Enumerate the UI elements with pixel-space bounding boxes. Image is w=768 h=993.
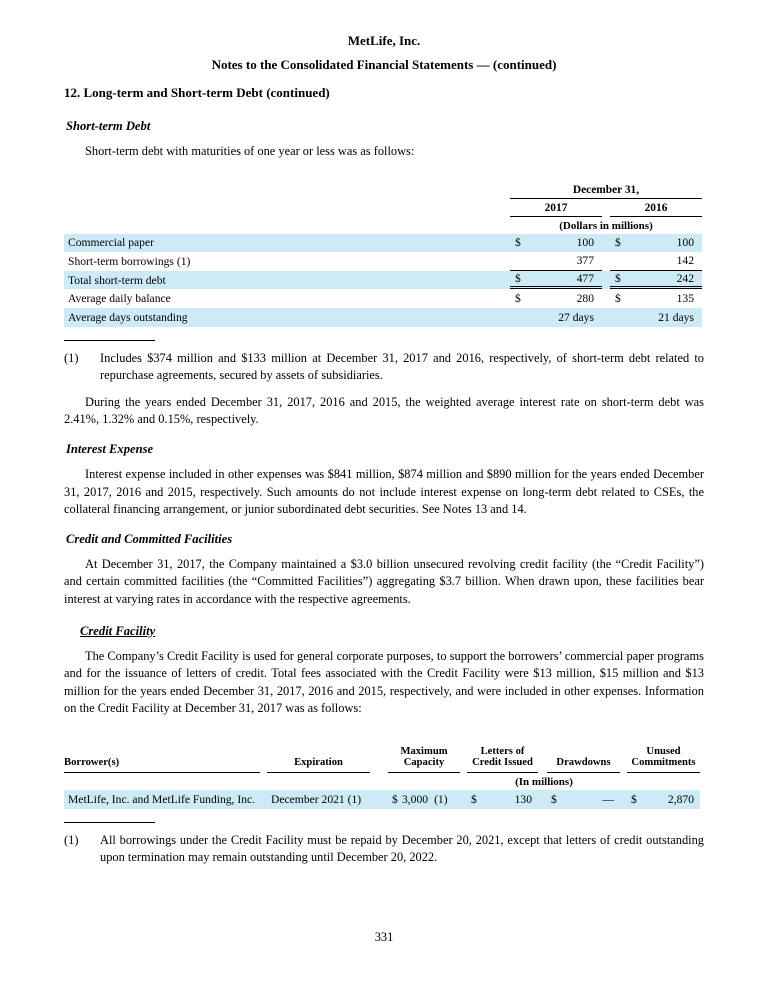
footnote-divider [64,340,155,341]
short-term-debt-table [64,184,702,327]
row-label: Average daily balance [68,292,171,306]
col-header-borrowers: Borrower(s) [64,757,260,773]
cell-value: 377 [576,254,594,268]
section-heading: 12. Long-term and Short-term Debt (continued) [64,85,330,100]
letters-of-credit-value: 130 [514,792,532,806]
table-row-average-days-outstanding [64,308,702,327]
short-term-debt-heading: Short-term Debt [66,119,151,133]
col-header-maximum-capacity: Maximum Capacity [388,746,460,773]
dollar-sign: $ [615,272,621,286]
unused-commitments-value: 2,870 [667,792,694,806]
cell-value: 477 [576,272,594,286]
col-header-expiration: Expiration [267,757,370,773]
dollar-sign: $ [631,792,637,806]
col-header-letters-of-credit: Letters of Credit Issued [467,746,538,773]
credit-table-header [64,746,700,773]
row-label: Commercial paper [68,236,154,250]
cell-value: 27 days [558,310,594,324]
credit-facility-table [64,746,700,809]
dollar-sign: $ [551,792,557,806]
table-row-average-daily-balance [64,289,702,308]
credit-facilities-paragraph: At December 31, 2017, the Company maintained a $3.0 billion unsecured revolving credit facility (the “Credit Facility”) and certain committed facilities (the “Committed Facilities”) aggregating $3.7 billion. When drawn upon, these facilities bear interest at varying rates in accordance with the respective agreements. [64,556,704,606]
maximum-capacity-value: 3,000 [401,792,429,806]
document-title: Notes to the Consolidated Financial Statements — (continued) [211,57,557,72]
dollar-sign: $ [515,236,521,250]
cell-value: 21 days [658,310,694,324]
dollar-sign [510,311,532,324]
cell-value: 135 [676,292,694,306]
interest-expense-heading: Interest Expense [66,441,154,456]
footnote-2 [64,832,704,867]
interest-expense-paragraph: Interest expense included in other expenses was $841 million, $874 million and $890 million for the years ended December 31, 2017, 2016 and 2015, respectively. Such amounts do not include interest expense on long-term debt related to CSEs, the collateral financing arrangement, or junior subordinated debt securities. See Notes 13 and 14. [64,466,704,517]
footnote-label: (1) [64,832,79,847]
footnote-text: All borrowings under the Credit Facility must be repaid by December 20, 2021, except that letters of credit outstanding upon termination may remain outstanding until December 20, 2022. [100,832,704,865]
company-name: MetLife, Inc. [347,33,421,48]
table-row-commercial-paper [64,234,702,253]
cell-value: 142 [676,254,694,268]
dollar-sign: $ [515,272,521,286]
expiration-cell: December 2021 (1) [271,792,362,806]
col-header-drawdowns: Drawdowns [547,757,620,773]
table-header-years [64,199,702,217]
page-number: 331 [374,930,394,944]
dollar-sign: $ [615,236,621,250]
footnote-ref: (1) [434,792,448,806]
footnote-1 [64,350,704,385]
credit-table-data-row [64,790,700,809]
credit-facility-paragraph: The Company’s Credit Facility is used for general corporate purposes, to support the borrowers’ commercial paper programs and for the issuance of letters of credit. Total fees associated with the Credit Facility were $13 million, $15 million and $13 million for the years ended December 31, 2017, 2016 and 2015, respectively, and were included in other expenses. Information on the Credit Facility at December 31, 2017 was as follows: [64,648,704,716]
units-label: (Dollars in millions) [559,219,653,232]
table-row-short-term-borrowings [64,252,702,271]
table-header-date [64,184,702,199]
dollar-sign: $ [515,292,521,306]
row-label: Average days outstanding [68,310,188,324]
footnote-text: Includes $374 million and $133 million at December 31, 2017 and 2016, respectively, of short-term debt related to repurchase agreements, secured by assets of subsidiaries. [100,350,704,383]
units-label: (In millions) [515,775,573,788]
cell-value: 100 [576,236,594,250]
cell-value: 242 [676,272,694,286]
col-header-2016: 2016 [610,202,702,217]
borrower-cell: MetLife, Inc. and MetLife Funding, Inc. [68,792,256,806]
date-header: December 31, [510,184,702,199]
dollar-sign: $ [615,292,621,306]
col-header-2017: 2017 [510,202,602,217]
table-units-row [64,217,702,234]
row-label: Short-term borrowings (1) [68,254,191,268]
col-header-unused-commitments: Unused Commitments [627,746,700,773]
dollar-sign: $ [471,792,477,806]
credit-facilities-heading: Credit and Committed Facilities [66,531,233,546]
short-term-debt-intro: Short-term debt with maturities of one year or less was as follows: [85,144,415,158]
dollar-sign [610,311,632,324]
cell-value: 100 [676,236,694,250]
cell-value: 280 [576,292,594,306]
dollar-sign: $ [392,792,398,806]
drawdowns-value: — [602,792,614,806]
weighted-average-paragraph: During the years ended December 31, 2017, 2016 and 2015, the weighted average interest rate on short-term debt was 2.41%, 1.32% and 0.15%, respectively. [64,394,704,427]
footnote-divider [64,822,155,823]
credit-facility-subheading: Credit Facility [80,623,156,638]
table-row-total-short-term-debt [64,271,702,290]
row-label: Total short-term debt [68,273,166,287]
footnote-label: (1) [64,350,79,365]
